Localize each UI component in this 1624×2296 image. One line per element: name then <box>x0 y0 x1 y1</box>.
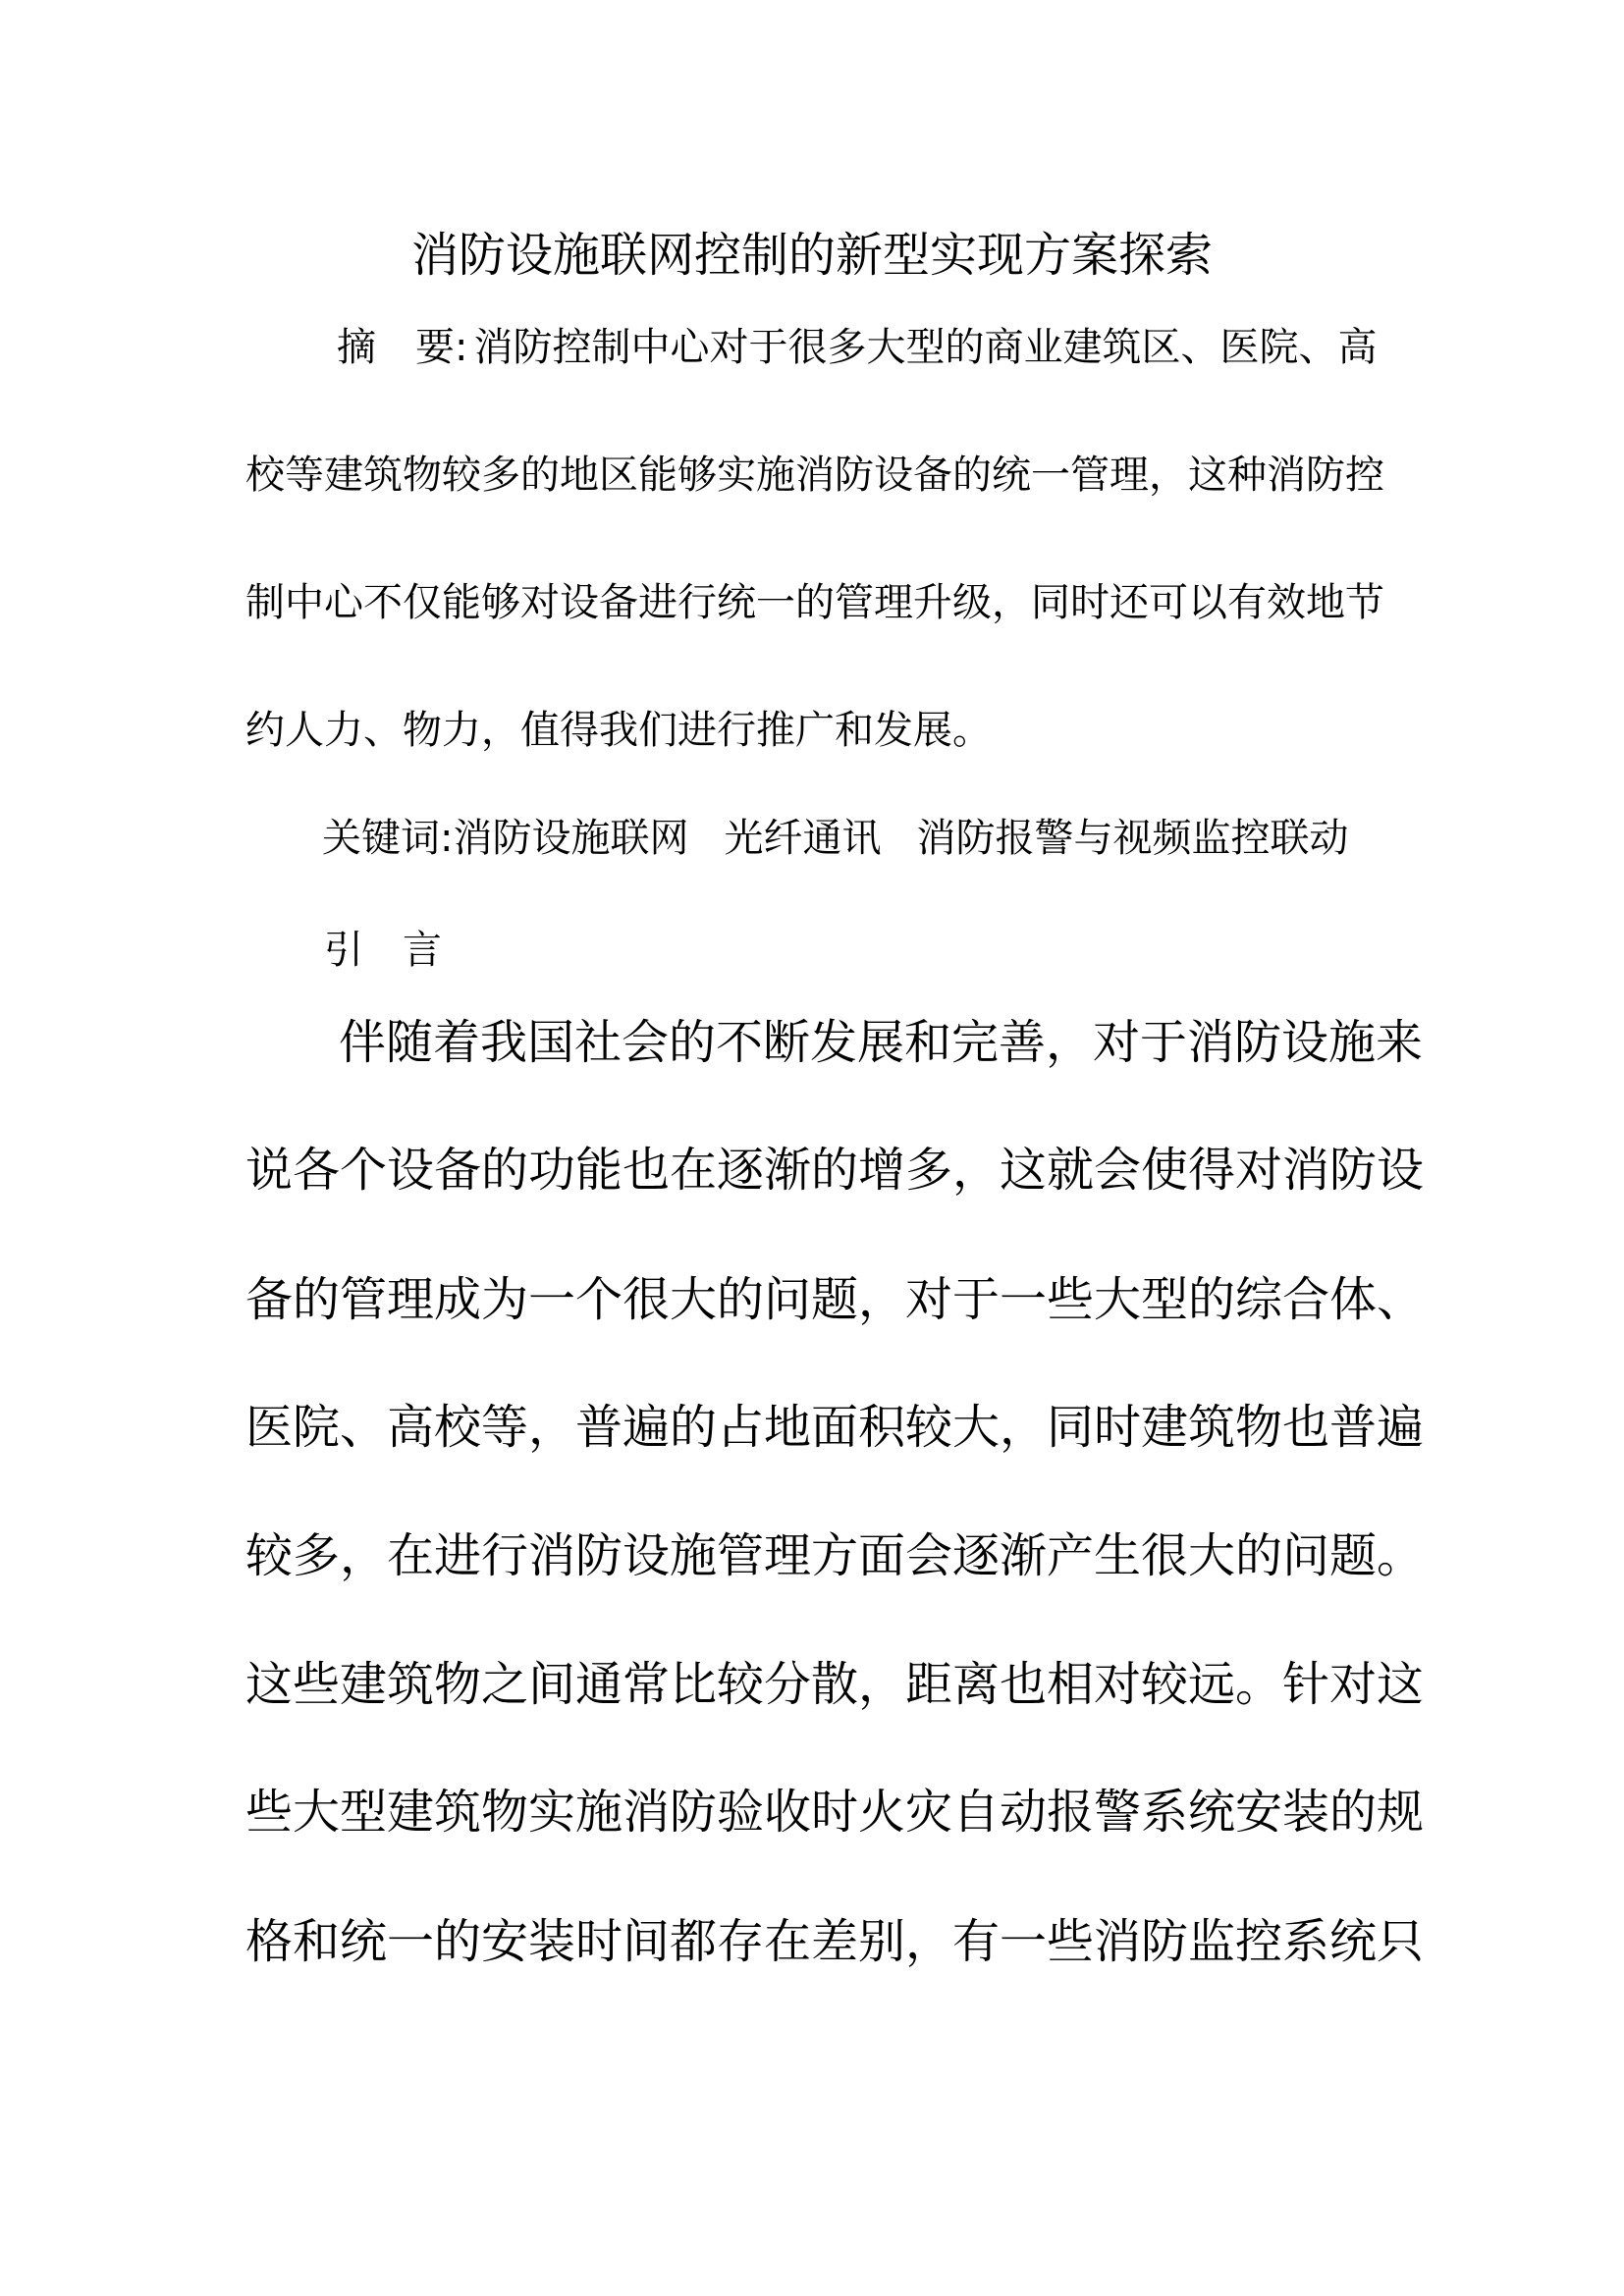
abstract-line-3: 制中心不仅能够对设备进行统一的管理升级，同时还可以有效地节 <box>245 580 1384 625</box>
abstract-line-2: 校等建筑物较多的地区能够实施消防设备的统一管理，这种消防控 <box>245 453 1384 498</box>
keyword-item: 光纤通讯 <box>724 816 882 861</box>
intro-heading-part2: 言 <box>403 928 442 973</box>
keyword-item: 消防设施联网 <box>453 816 689 861</box>
body-line-5: 较多，在进行消防设施管理方面会逐渐产生很大的问题。 <box>245 1528 1425 1583</box>
keyword-item: 消防报警与视频监控联动 <box>916 816 1349 861</box>
abstract-text: 消防控制中心对于很多大型的商业建筑区、医院、高 <box>473 325 1378 370</box>
body-line-8: 格和统一的安装时间都存在差别，有一些消防监控系统只 <box>245 1914 1425 1969</box>
intro-heading <box>324 928 442 973</box>
abstract-label-part1: 摘 <box>337 325 376 370</box>
keywords-line <box>322 816 1349 861</box>
body-line-1: 伴随着我国社会的不断发展和完善，对于消防设施来 <box>339 1015 1424 1070</box>
abstract-label-part2: 要: <box>415 325 468 370</box>
body-line-3: 备的管理成为一个很大的问题，对于一些大型的综合体、 <box>245 1272 1425 1327</box>
body-line-2: 说各个设备的功能也在逐渐的增多，这就会使得对消防设 <box>245 1143 1425 1198</box>
document-title: 消防设施联网控制的新型实现方案探索 <box>410 228 1213 283</box>
keywords-label: 关键词: <box>322 816 454 861</box>
intro-heading-part1: 引 <box>324 928 363 973</box>
abstract-line-4: 约人力、物力，值得我们进行推广和发展。 <box>245 708 992 753</box>
body-line-4: 医院、高校等，普遍的占地面积较大，同时建筑物也普遍 <box>245 1400 1425 1455</box>
abstract-line-1 <box>337 325 1378 370</box>
body-line-7: 些大型建筑物实施消防验收时火灾自动报警系统安装的规 <box>245 1785 1425 1840</box>
body-line-6: 这些建筑物之间通常比较分散，距离也相对较远。针对这 <box>245 1657 1425 1712</box>
